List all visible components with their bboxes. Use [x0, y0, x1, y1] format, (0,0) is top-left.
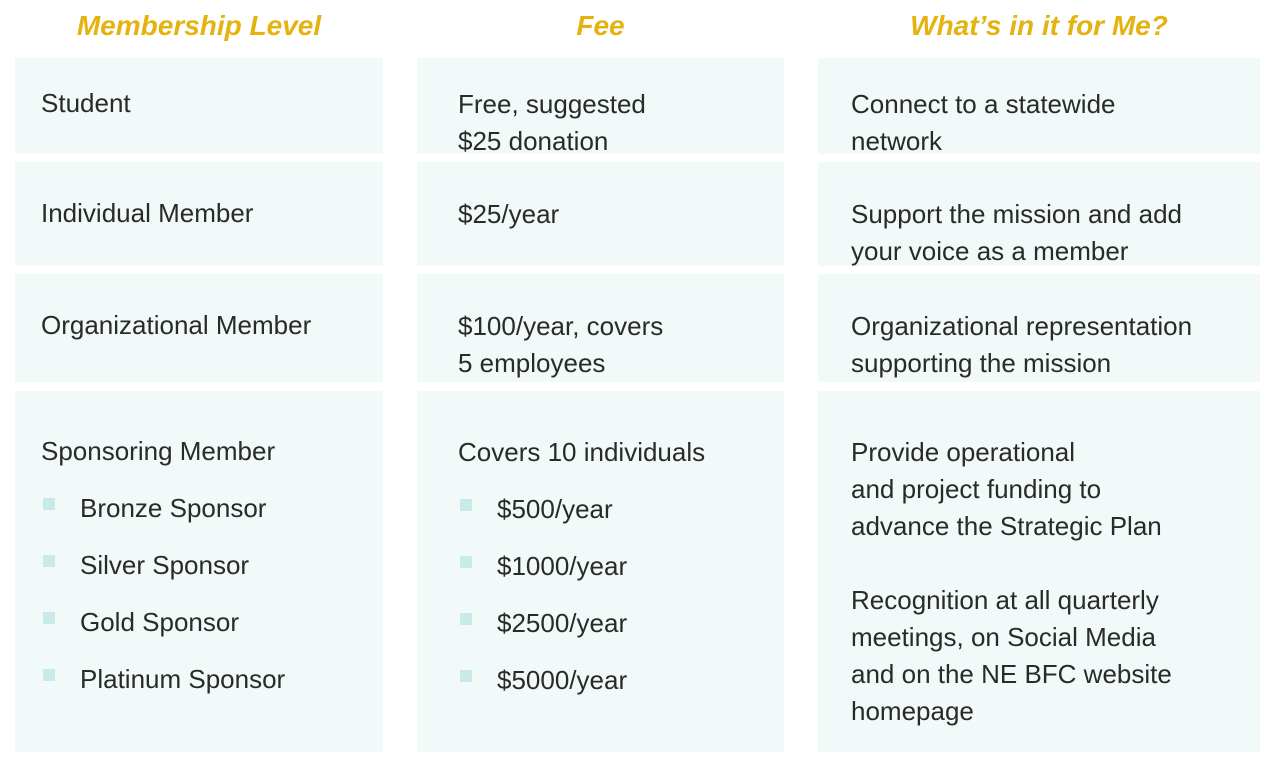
sponsoring-level-cell [15, 391, 383, 752]
individual-level-cell [15, 162, 383, 266]
list-item [41, 662, 285, 719]
header-membership-level: Membership Level [76, 10, 322, 41]
tier-label: Silver Sponsor [80, 550, 250, 580]
list-item [41, 491, 285, 548]
fee-label: $25/year [458, 199, 560, 229]
benefit-label: Recognition at all quarterly meetings, on Social Media and on the NE BFC website homepage [851, 585, 1172, 726]
organizational-level-cell [15, 274, 383, 382]
square-bullet-icon [43, 555, 55, 567]
level-label: Individual Member [41, 198, 254, 228]
benefit-label: Connect to a statewide network [851, 89, 1116, 156]
square-bullet-icon [460, 499, 472, 511]
organizational-fee-cell [417, 274, 784, 382]
square-bullet-icon [43, 669, 55, 681]
fee-amount: $5000/year [497, 665, 628, 695]
student-level-cell [15, 58, 383, 154]
level-label: Organizational Member [41, 310, 312, 340]
fee-amount: $2500/year [497, 608, 628, 638]
square-bullet-icon [43, 498, 55, 510]
sponsoring-fee-cell [417, 391, 784, 752]
header-fee: Fee [576, 10, 625, 41]
student-benefit-cell [818, 58, 1260, 154]
list-item [458, 549, 627, 606]
tier-label: Bronze Sponsor [80, 493, 267, 523]
fee-label: Covers 10 individuals [458, 437, 706, 467]
individual-benefit-cell [818, 162, 1260, 266]
benefit-label: Provide operational and project funding to advance the Strategic Plan [851, 437, 1162, 541]
list-item [41, 548, 285, 605]
sponsor-fee-list [458, 492, 627, 720]
square-bullet-icon [460, 670, 472, 682]
list-item [458, 663, 627, 720]
fee-label: $100/year, covers 5 employees [458, 311, 664, 378]
list-item [458, 492, 627, 549]
list-item [41, 605, 285, 662]
square-bullet-icon [43, 612, 55, 624]
square-bullet-icon [460, 613, 472, 625]
sponsoring-benefit-cell [818, 391, 1260, 752]
sponsor-tier-list [41, 491, 285, 719]
tier-label: Gold Sponsor [80, 607, 239, 637]
benefit-label: Organizational representation supporting the mission [851, 311, 1193, 378]
tier-label: Platinum Sponsor [80, 664, 286, 694]
student-fee-cell [417, 58, 784, 154]
individual-fee-cell [417, 162, 784, 266]
square-bullet-icon [460, 556, 472, 568]
benefit-label: Support the mission and add your voice as a member [851, 199, 1182, 266]
fee-amount: $500/year [497, 494, 613, 524]
header-benefits: What’s in it for Me? [910, 10, 1168, 41]
level-label: Sponsoring Member [41, 436, 276, 466]
list-item [458, 606, 627, 663]
organizational-benefit-cell [818, 274, 1260, 382]
fee-amount: $1000/year [497, 551, 628, 581]
level-label: Student [41, 88, 131, 118]
fee-label: Free, suggested $25 donation [458, 89, 646, 156]
